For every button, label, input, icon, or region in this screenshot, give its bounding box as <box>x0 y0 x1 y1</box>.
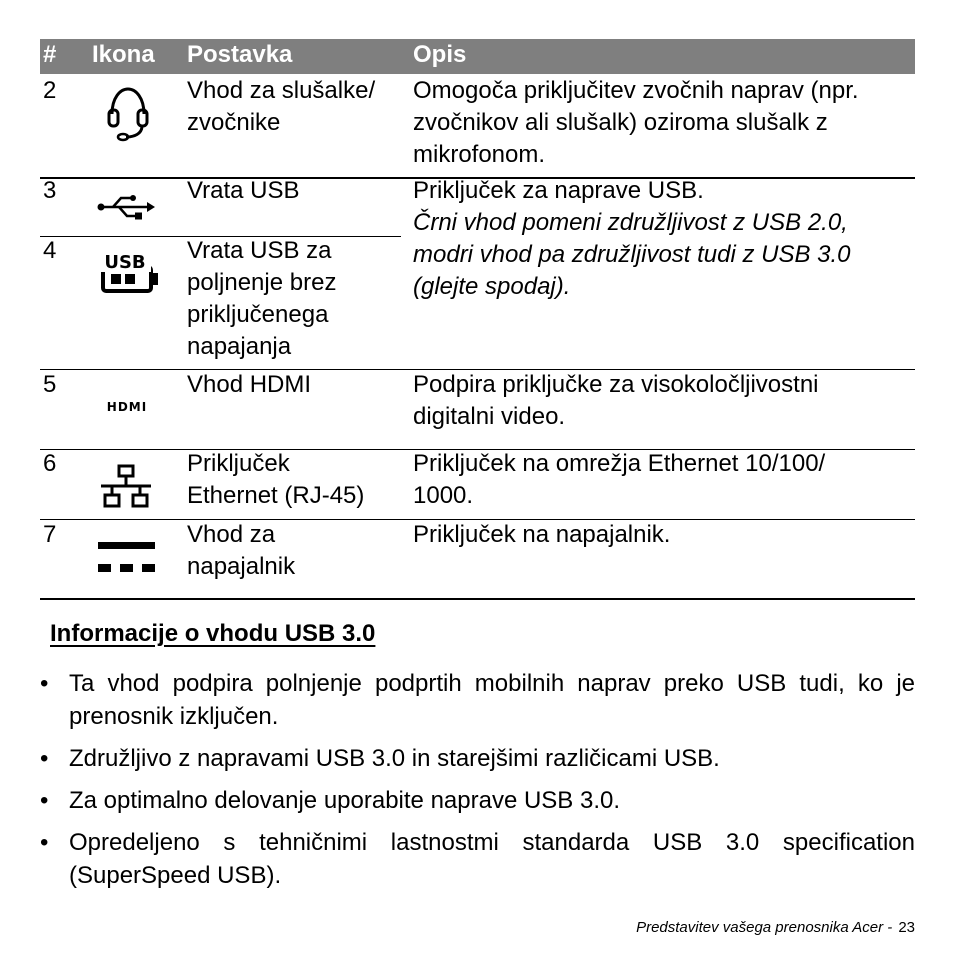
ports-table <box>40 39 915 74</box>
table-bottom-rule <box>40 598 915 600</box>
table-header <box>40 39 915 74</box>
page-footer <box>636 919 915 936</box>
row-number: 2 <box>43 77 57 104</box>
setting-power: Vhod za napajalnik <box>187 521 296 580</box>
desc-usb: Priključek za naprave USB. Črni vhod pomeni združljivost z USB 2.0, modri vhod pa združljivost tudi z USB 3.0 (glejte spodaj). <box>413 177 851 300</box>
headset-icon <box>104 84 152 151</box>
row-number: 5 <box>43 371 57 398</box>
list-item: • Ta vhod podpira polnjenje podprtih mobilnih naprav preko USB tudi, ko je prenosnik izključen. <box>40 667 915 733</box>
row-number: 3 <box>43 177 57 204</box>
header-number: # <box>43 41 57 68</box>
row-number: 7 <box>43 521 57 548</box>
row-number: 6 <box>43 450 57 477</box>
list-item: • Za optimalno delovanje uporabite naprave USB 3.0. <box>40 784 915 817</box>
footer-text: Predstavitev vašega prenosnika Acer - <box>636 919 893 936</box>
bullet: • <box>40 829 49 856</box>
header-description: Opis <box>413 41 467 68</box>
bullet: • <box>40 670 49 697</box>
desc-hdmi: Podpira priključke za visokoločljivostni digitalni video. <box>413 371 819 430</box>
setting-headset: Vhod za slušalke/ zvočnike <box>187 77 376 136</box>
setting-usb: Vrata USB <box>187 177 300 204</box>
setting-hdmi: Vhod HDMI <box>187 371 312 398</box>
dc-power-icon <box>98 541 156 580</box>
setting-usb-charging: Vrata USB za poljnenje brez priključenega napajanja <box>187 237 337 360</box>
usb3-info-list <box>40 667 915 901</box>
section-title: Informacije o vhodu USB 3.0 <box>50 620 376 647</box>
page-number: 23 <box>898 919 915 936</box>
setting-ethernet: Priključek Ethernet (RJ-45) <box>187 450 365 509</box>
ethernet-icon <box>98 463 154 516</box>
bullet: • <box>40 745 49 772</box>
desc-ethernet: Priključek na omrežja Ethernet 10/100/ 1000. <box>413 450 826 509</box>
list-item: • Združljivo z napravami USB 3.0 in starejšimi različicami USB. <box>40 742 915 775</box>
svg-text:USB: USB <box>104 252 146 273</box>
header-icon: Ikona <box>92 41 155 68</box>
bullet: • <box>40 787 49 814</box>
row-number: 4 <box>43 237 57 264</box>
usb-icon <box>97 193 157 226</box>
list-item: • Opredeljeno s tehničnimi lastnostmi standarda USB 3.0 specification (SuperSpeed USB). <box>40 826 915 892</box>
desc-headset: Omogoča priključitev zvočnih naprav (npr. zvočnikov ali slušalk) oziroma slušalk z mikrofonom. <box>413 77 859 168</box>
hdmi-icon <box>97 399 157 418</box>
header-setting: Postavka <box>187 41 293 68</box>
usb-charging-icon <box>95 250 161 299</box>
desc-power: Priključek na napajalnik. <box>413 521 671 548</box>
svg-text:HDMI: HDMI <box>106 400 148 413</box>
